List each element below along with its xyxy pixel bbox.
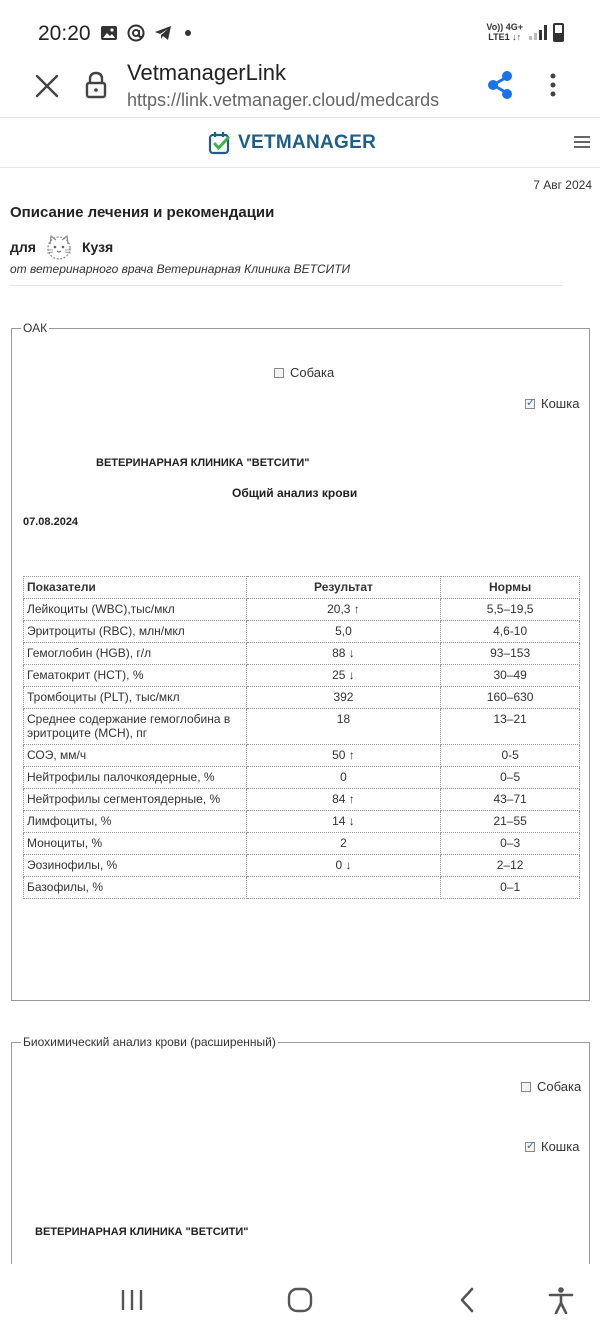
table-row xyxy=(24,709,580,745)
indicator-cell: Нейтрофилы палочкоядерные, % xyxy=(24,767,247,789)
table-row xyxy=(24,643,580,665)
dot-icon xyxy=(185,30,191,36)
norm-cell: 160–630 xyxy=(441,687,580,709)
norm-cell: 4,6-10 xyxy=(441,621,580,643)
norm-cell: 0–1 xyxy=(441,877,580,899)
header-indicator: Показатели xyxy=(24,577,247,599)
checkbox-dog-label: Собака xyxy=(537,1079,582,1094)
hamburger-menu-icon[interactable] xyxy=(574,136,590,148)
oak-legend: ОАК xyxy=(23,321,48,335)
for-label: для xyxy=(10,239,36,255)
result-cell: 20,3 ↑ xyxy=(246,599,441,621)
checkbox-dog-label: Собака xyxy=(290,365,335,380)
table-row xyxy=(24,745,580,767)
indicator-cell: Эозинофилы, % xyxy=(24,855,247,877)
more-menu-icon[interactable] xyxy=(543,70,563,100)
network-line1: Vo)) 4G+ xyxy=(486,22,523,32)
results-table xyxy=(23,576,580,899)
indicator-cell: Эритроциты (RBC), млн/мкл xyxy=(24,621,247,643)
table-row xyxy=(24,855,580,877)
lock-icon[interactable] xyxy=(84,70,108,100)
header-norm: Нормы xyxy=(441,577,580,599)
result-cell: 18 xyxy=(246,709,441,745)
table-row xyxy=(24,833,580,855)
clinic-name: ВЕТЕРИНАРНАЯ КЛИНИКА "ВЕТСИТИ" xyxy=(35,1226,249,1238)
indicator-cell: Гемоглобин (HGB), г/л xyxy=(24,643,247,665)
norm-cell: 0–3 xyxy=(441,833,580,855)
table-row xyxy=(24,877,580,899)
table-row xyxy=(24,621,580,643)
result-cell: 392 xyxy=(246,687,441,709)
norm-cell: 0–5 xyxy=(441,767,580,789)
result-cell: 84 ↑ xyxy=(246,789,441,811)
telegram-icon xyxy=(154,24,172,42)
recent-apps-icon[interactable] xyxy=(118,1286,146,1314)
norm-cell: 0-5 xyxy=(441,745,580,767)
cat-icon xyxy=(44,232,74,262)
calendar-logo-icon xyxy=(208,130,232,156)
indicator-cell: Моноциты, % xyxy=(24,833,247,855)
custom-tab-toolbar xyxy=(0,56,600,118)
indicator-cell: Среднее содержание гемоглобина в эритроците (MCH), пг xyxy=(24,709,247,745)
indicator-cell: Базофилы, % xyxy=(24,877,247,899)
norm-cell: 93–153 xyxy=(441,643,580,665)
table-header-row xyxy=(24,577,580,599)
biochem-section xyxy=(11,1035,590,1295)
checkbox-cat-box[interactable] xyxy=(525,1142,535,1152)
norm-cell: 13–21 xyxy=(441,709,580,745)
biochem-legend: Биохимический анализ крови (расширенный) xyxy=(23,1035,276,1049)
header-result: Результат xyxy=(246,577,441,599)
indicator-cell: Гематокрит (HCT), % xyxy=(24,665,247,687)
indicator-cell: Лимфоциты, % xyxy=(24,811,247,833)
at-icon xyxy=(127,24,145,42)
divider xyxy=(10,285,563,286)
battery-icon xyxy=(553,23,564,42)
site-header xyxy=(0,119,600,168)
record-heading: Описание лечения и рекомендации xyxy=(10,204,275,221)
status-bar xyxy=(0,0,600,56)
table-row xyxy=(24,789,580,811)
checkbox-dog-box[interactable] xyxy=(274,368,284,378)
result-cell: 25 ↓ xyxy=(246,665,441,687)
clinic-name: ВЕТЕРИНАРНАЯ КЛИНИКА "ВЕТСИТИ" xyxy=(96,457,310,469)
result-cell: 14 ↓ xyxy=(246,811,441,833)
checkbox-cat-label: Кошка xyxy=(541,396,580,411)
table-row xyxy=(24,767,580,789)
norm-cell: 21–55 xyxy=(441,811,580,833)
back-icon[interactable] xyxy=(454,1286,482,1314)
analysis-date: 07.08.2024 xyxy=(23,516,79,528)
norm-cell: 43–71 xyxy=(441,789,580,811)
result-cell: 0 xyxy=(246,767,441,789)
table-row xyxy=(24,599,580,621)
network-indicator xyxy=(486,22,523,42)
record-date: 7 Авг 2024 xyxy=(533,178,592,192)
checkbox-dog[interactable] xyxy=(274,365,334,380)
checkbox-dog-box[interactable] xyxy=(521,1082,531,1092)
indicator-cell: Лейкоциты (WBC),тыс/мкл xyxy=(24,599,247,621)
checkbox-dog[interactable] xyxy=(521,1079,581,1094)
page-title: VetmanagerLink xyxy=(127,60,286,85)
status-system-icons xyxy=(486,22,564,42)
home-icon[interactable] xyxy=(286,1286,314,1314)
norm-cell: 2–12 xyxy=(441,855,580,877)
status-notification-icons xyxy=(100,24,191,42)
share-icon[interactable] xyxy=(486,70,514,100)
table-row xyxy=(24,665,580,687)
norm-cell: 5,5–19,5 xyxy=(441,599,580,621)
checkbox-cat[interactable] xyxy=(525,396,579,411)
checkbox-cat-label: Кошка xyxy=(541,1139,580,1154)
indicator-cell: СОЭ, мм/ч xyxy=(24,745,247,767)
url-text[interactable]: https://link.vetmanager.cloud/medcards xyxy=(127,90,440,110)
norm-cell: 30–49 xyxy=(441,665,580,687)
pet-line xyxy=(10,232,113,262)
gallery-icon xyxy=(100,24,118,42)
result-cell: 50 ↑ xyxy=(246,745,441,767)
table-row xyxy=(24,687,580,709)
result-cell: 5,0 xyxy=(246,621,441,643)
signal-icon xyxy=(529,24,547,40)
doctor-source: от ветеринарного врача Ветеринарная Клиника ВЕТСИТИ xyxy=(10,262,351,276)
vetmanager-logo[interactable] xyxy=(208,130,376,156)
table-row xyxy=(24,811,580,833)
status-time: 20:20 xyxy=(38,22,91,45)
result-cell: 2 xyxy=(246,833,441,855)
result-cell: 88 ↓ xyxy=(246,643,441,665)
accessibility-icon[interactable] xyxy=(547,1286,575,1314)
indicator-cell: Тромбоциты (PLT), тыс/мкл xyxy=(24,687,247,709)
checkbox-cat-box[interactable] xyxy=(525,399,535,409)
indicator-cell: Нейтрофилы сегментоядерные, % xyxy=(24,789,247,811)
oak-section xyxy=(11,321,590,1001)
pet-name: Кузя xyxy=(81,239,114,255)
android-nav-bar xyxy=(0,1264,600,1332)
close-icon[interactable] xyxy=(33,72,61,100)
network-line2: LTE1 ↓↑ xyxy=(488,32,522,42)
analysis-title: Общий анализ крови xyxy=(232,486,358,500)
result-cell xyxy=(246,877,441,899)
result-cell: 0 ↓ xyxy=(246,855,441,877)
logo-text: VETMANAGER xyxy=(238,132,377,153)
checkbox-cat[interactable] xyxy=(525,1139,579,1154)
